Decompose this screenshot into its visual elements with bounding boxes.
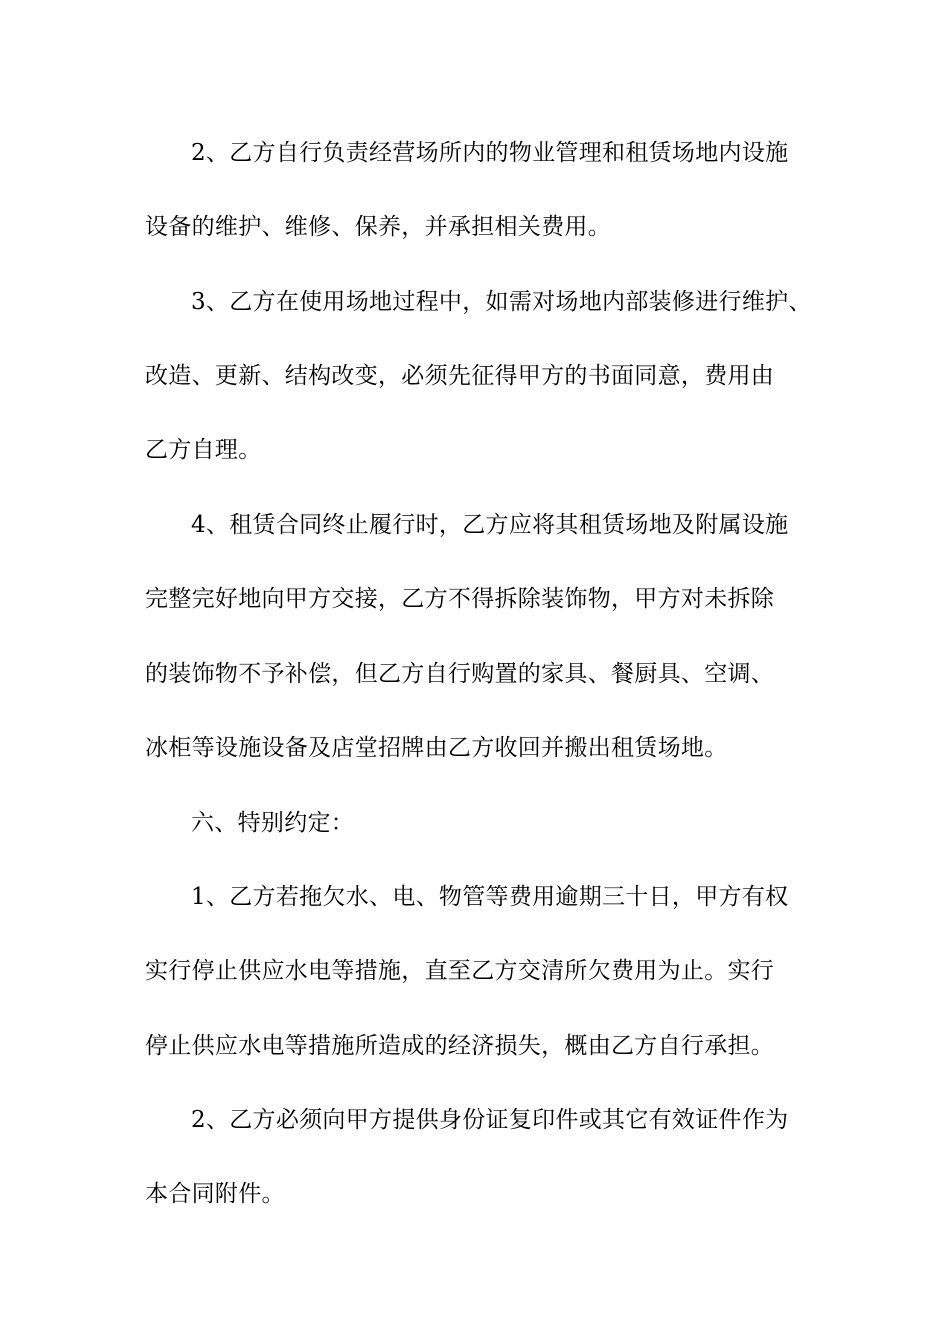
section-heading: 六、特别约定： <box>191 810 355 836</box>
paragraph-line: 2、乙方自行负责经营场所内的物业管理和租赁场地内设施 <box>191 140 789 166</box>
paragraph-line: 4、租赁合同终止履行时，乙方应将其租赁场地及附属设施 <box>191 512 789 538</box>
paragraph-line: 的装饰物不予补偿，但乙方自行购置的家具、餐厨具、空调、 <box>145 661 775 687</box>
paragraph-line: 3、乙方在使用场地过程中，如需对场地内部装修进行维护、 <box>191 289 812 315</box>
paragraph-line: 本合同附件。 <box>145 1181 285 1207</box>
paragraph-line: 2、乙方必须向甲方提供身份证复印件或其它有效证件作为 <box>191 1107 789 1133</box>
paragraph-line: 1、乙方若拖欠水、电、物管等费用逾期三十日，甲方有权 <box>191 884 789 910</box>
paragraph-line: 改造、更新、结构改变，必须先征得甲方的书面同意，费用由 <box>145 363 775 389</box>
paragraph-line: 停止供应水电等措施所造成的经济损失，概由乙方自行承担。 <box>145 1033 775 1059</box>
paragraph-line: 完整完好地向甲方交接，乙方不得拆除装饰物，甲方对未拆除 <box>145 586 775 612</box>
paragraph-line: 设备的维护、维修、保养，并承担相关费用。 <box>145 214 611 240</box>
paragraph-line: 冰柜等设施设备及店堂招牌由乙方收回并搬出租赁场地。 <box>145 735 728 761</box>
paragraph-line: 乙方自理。 <box>145 437 262 463</box>
paragraph-line: 实行停止供应水电等措施，直至乙方交清所欠费用为止。实行 <box>145 958 775 984</box>
